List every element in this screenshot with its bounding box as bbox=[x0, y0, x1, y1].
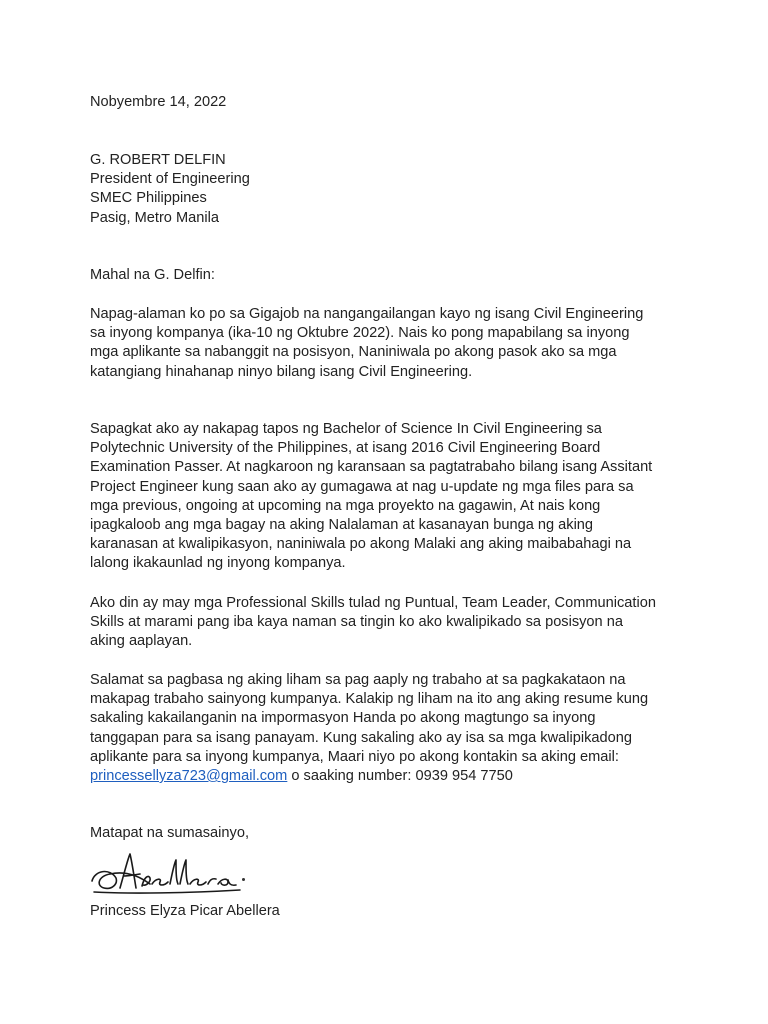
paragraph-4 bbox=[90, 671, 730, 786]
paragraph-2 bbox=[90, 420, 730, 574]
paragraph-line: mga previous, ongoing at upcoming na mga proyekto na gagawin, At nais kong bbox=[90, 497, 601, 514]
signer-name: Princess Elyza Picar Abellera bbox=[90, 903, 280, 919]
paragraph-line: aplikante para sa inyong kumpanya, Maari niyo po akong kontakin sa aking email: bbox=[90, 748, 619, 765]
email-link[interactable]: princessellyza723@gmail.com bbox=[90, 767, 288, 784]
recipient-title: President of Engineering bbox=[90, 171, 250, 188]
paragraph-line: Project Engineer kung saan ako ay gumagawa at nag u-update ng mga files para sa bbox=[90, 478, 634, 495]
paragraph-line: Ako din ay may mga Professional Skills tulad ng Puntual, Team Leader, Communication bbox=[90, 595, 656, 611]
paragraph-line: Napag-alaman ko po sa Gigajob na nangangailangan kayo ng isang Civil Engineering bbox=[90, 306, 644, 322]
closing-text: Matapat na sumasainyo, bbox=[90, 825, 249, 841]
contact-line bbox=[90, 767, 730, 786]
handwritten-signature bbox=[90, 848, 260, 898]
paragraph-line: makapag trabaho sainyong kumpanya. Kalakip ng liham na ito ang aking resume kung bbox=[90, 691, 649, 708]
date-text: Nobyembre 14, 2022 bbox=[90, 94, 227, 110]
recipient-name: G. ROBERT DELFIN bbox=[90, 152, 226, 168]
paragraph-line: mga aplikante sa nabanggit na posisyon, Naniniwala po akong pasok ako sa mga bbox=[90, 344, 617, 361]
recipient-address: Pasig, Metro Manila bbox=[90, 209, 219, 226]
paragraph-line: Sapagkat ako ay nakapag tapos ng Bachelor of Science In Civil Engineering sa bbox=[90, 421, 602, 437]
paragraph-line: Skills at marami pang iba kaya naman sa tingin ko ako kwalipikado sa posisyon na bbox=[90, 614, 623, 631]
signature-period bbox=[242, 878, 245, 881]
salutation bbox=[90, 266, 730, 285]
salutation-text: Mahal na G. Delfin: bbox=[90, 267, 215, 283]
paragraph-line: Salamat sa pagbasa ng aking liham sa pag aaply ng trabaho at sa pagkakataon na bbox=[90, 672, 626, 688]
paragraph-1 bbox=[90, 305, 730, 382]
paragraph-line: tanggapan para sa isang panayam. Kung sakaling ako ay isa sa mga kwalipikadong bbox=[90, 729, 632, 746]
paragraph-line: karanasan at kwalipikasyon, naniniwala po akong Malaki ang aking maibabahagi na bbox=[90, 536, 632, 553]
paragraph-line: aking aaplayan. bbox=[90, 633, 193, 650]
paragraph-3 bbox=[90, 594, 730, 652]
paragraph-line: sa inyong kompanya (ika-10 ng Oktubre 2022). Nais ko pong mapabilang sa inyong bbox=[90, 325, 630, 342]
closing bbox=[90, 824, 730, 843]
contact-number-text: o saaking number: 0939 954 7750 bbox=[287, 767, 513, 784]
paragraph-line: Examination Passer. At nagkaroon ng karansaan sa pagtatrabaho bilang isang Assitant bbox=[90, 459, 653, 476]
signer bbox=[90, 902, 730, 921]
recipient-block bbox=[90, 151, 730, 228]
paragraph-line: lalong ikakaunlad ng inyong kompanya. bbox=[90, 555, 346, 572]
letter-date bbox=[90, 93, 730, 112]
paragraph-line: sakaling kakailanganin na impormasyon Handa po akong magtungo sa inyong bbox=[90, 710, 596, 727]
paragraph-line: ipagkaloob ang mga bagay na aking Nalalaman at kasanayan bunga ng aking bbox=[90, 516, 594, 533]
paragraph-line: Polytechnic University of the Philippines, at isang 2016 Civil Engineering Board bbox=[90, 440, 601, 457]
recipient-company: SMEC Philippines bbox=[90, 190, 207, 207]
paragraph-line: katangiang hinahanap ninyo bilang isang Civil Engineering. bbox=[90, 363, 473, 380]
